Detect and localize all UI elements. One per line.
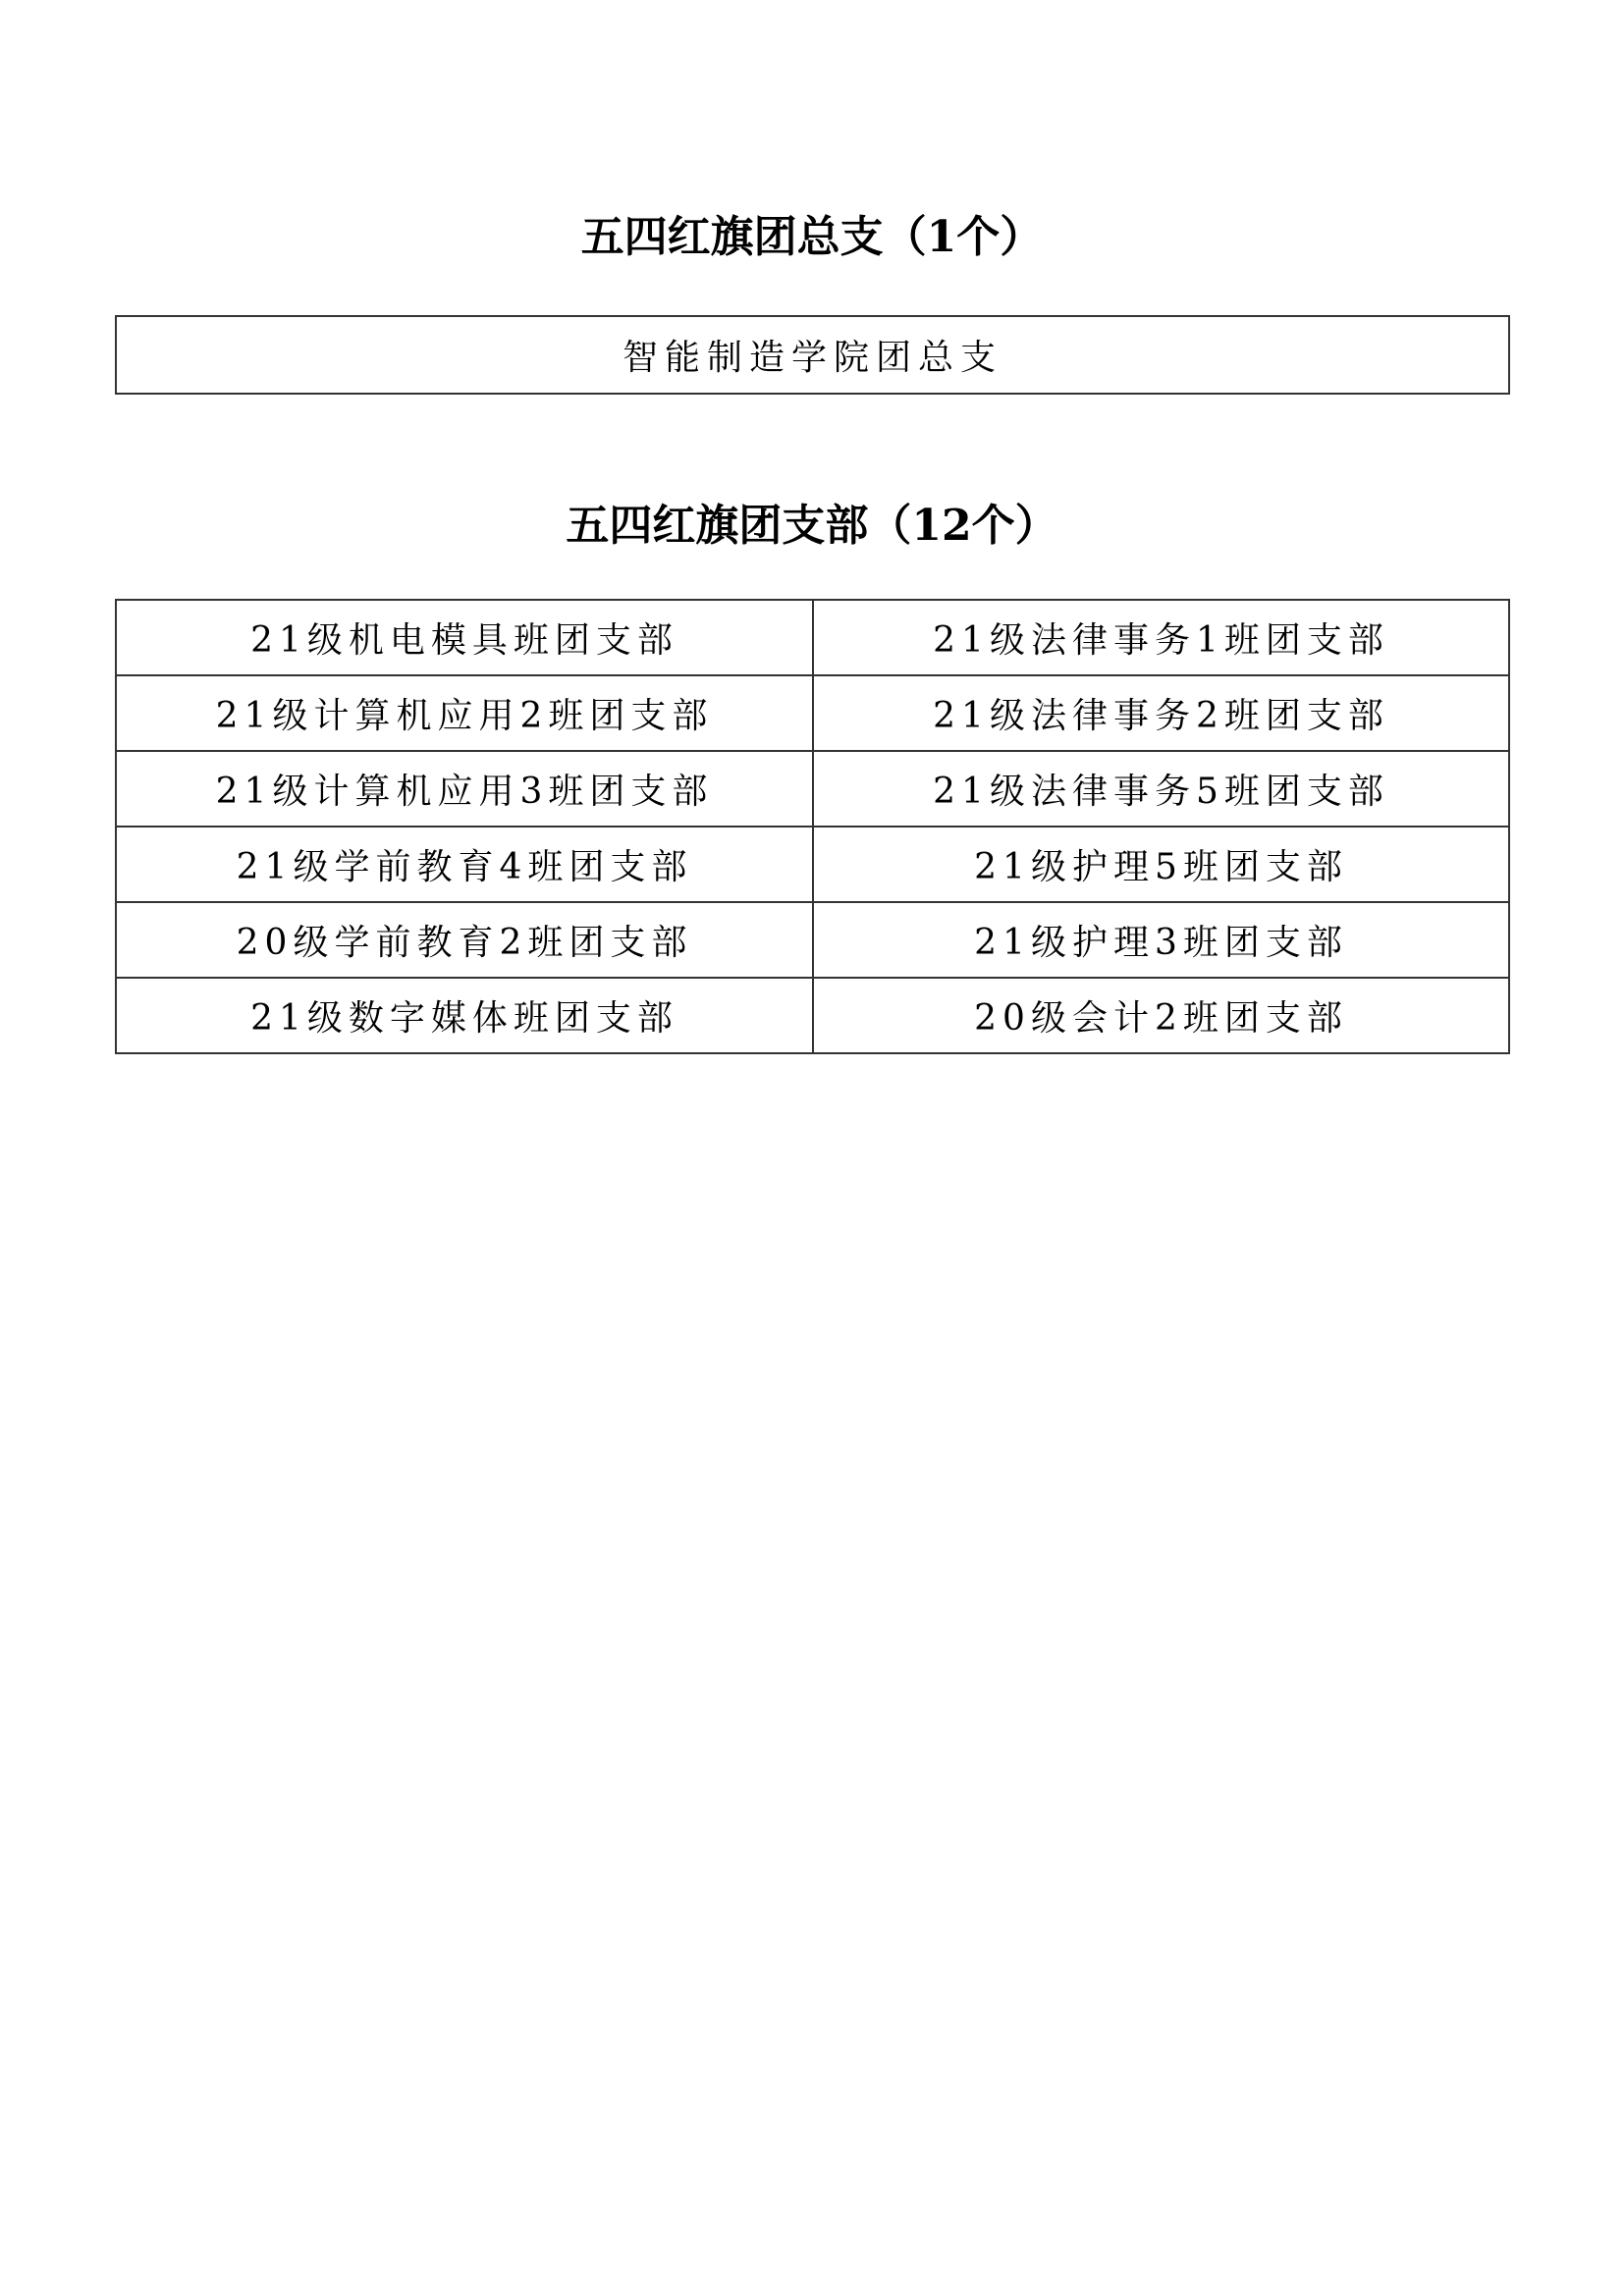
table-row	[116, 827, 1509, 902]
table-row	[116, 978, 1509, 1053]
general-branch-cell: 智能制造学院团总支	[115, 315, 1510, 395]
table-cell: 21级法律事务1班团支部	[813, 600, 1509, 675]
table-cell: 21级法律事务5班团支部	[813, 751, 1509, 827]
table-row	[116, 902, 1509, 978]
table-cell: 20级学前教育2班团支部	[116, 902, 813, 978]
table-row	[116, 675, 1509, 751]
table-row	[116, 600, 1509, 675]
table-cell: 21级学前教育4班团支部	[116, 827, 813, 902]
table-cell: 21级法律事务2班团支部	[813, 675, 1509, 751]
branches-table	[115, 599, 1510, 1054]
table-cell: 21级护理5班团支部	[813, 827, 1509, 902]
table-cell: 21级计算机应用2班团支部	[116, 675, 813, 751]
table-cell: 21级数字媒体班团支部	[116, 978, 813, 1053]
table-cell: 21级护理3班团支部	[813, 902, 1509, 978]
table-cell: 21级机电模具班团支部	[116, 600, 813, 675]
table-row	[116, 751, 1509, 827]
table-cell: 21级计算机应用3班团支部	[116, 751, 813, 827]
table-cell: 20级会计2班团支部	[813, 978, 1509, 1053]
general-branch-title: 五四红旗团总支（1个）	[580, 212, 1044, 262]
branches-title: 五四红旗团支部（12个）	[566, 501, 1058, 551]
